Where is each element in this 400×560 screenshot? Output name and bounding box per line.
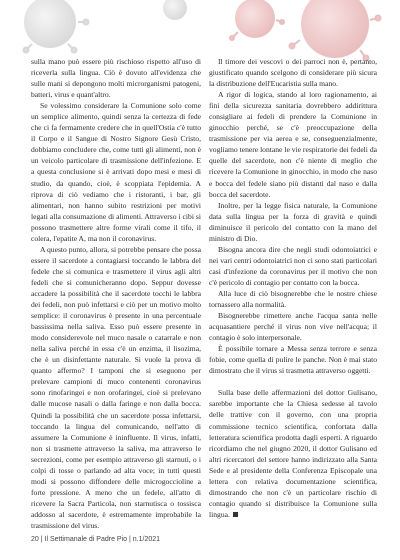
publication-name: Il Settimanale di Padre Pio <box>44 536 128 543</box>
paragraph: A questo punto, allora, si potrebbe pensare che possa essere il sacerdote a contagiarsi toccando le labbra del fedele che si comunica e trasmettere il virus agli altri fedeli che si comunicheranno dopo. Seppur dovesse accadere la possibilità che il sacerdote tocchi le labbra dei fedeli, non può infettarsi e ciò per un motivo molto semplice: il coronavirus è presente in una percentuale bassissima nella saliva. Esso può essere presente in modo considerevole nel muco nasale o catarrale e non nella saliva perché in essa c'è un enzima, il lisozima, che è un disinfettante naturale. Si vuole la prova di quanto affermo? I tamponi che si eseguono per prelevare campioni di muco contenenti coronavirus sono rinofaringei e non orofaringei, cioè si prelevano dalle mucose nasali o dalla faringe e non dalla bocca. Quindi la possibilità che un sacerdote possa infettarsi, toccando la lingua del comunicando, nell'atto di assumere la Comunione è ininfluente. Il virus, infatti, non si trasmette attraverso la saliva, ma attraverso le secrezioni, come per esempio attraverso gli starnuti, o i colpi di tosse o parlando ad alta voce; in tutti questi modi si possono diffondere delle microgoccioline a forte pressione. A meno che un fedele, all'atto di ricevere la Sacra Particola, non starnutisca o tossisca addosso al sacerdote, è estremamente improbabile la trasmissione del virus. <box>31 244 201 530</box>
paragraph: Il timore dei vescovi o dei parroci non è, pertanto, giustificato quando scelgono di considerare più sicura la distribuzione dell'Eucaristia sulla mano. <box>209 57 377 89</box>
paragraph: Inoltre, per la legge fisica naturale, la Comunione data sulla lingua per la forza di gravità e quindi diminuisce il pericolo del contatto con la mano del ministro di Dio. <box>209 200 377 243</box>
paragraph: A rigor di logica, stando al loro ragionamento, ai fini della sicurezza sanitaria dovrebbero addirittura consigliare ai fedeli di prendere la Comunione in ginocchio perché, se c'è preoccupazione della trasmissione per via aerea e se, conseguenzialmente, vogliamo tenere lontane le vie respiratorie dei fedeli da quelle del sacerdote, non c'è niente di meglio che ricevere la Comunione in ginocchio, in modo che naso e bocca del fedele siano più distanti dal naso e dalla bocca del sacerdote. <box>209 90 377 199</box>
article-right-column <box>209 56 377 520</box>
end-of-article-square-icon <box>233 512 238 517</box>
page-footer <box>31 536 160 543</box>
page-number: 20 <box>31 536 39 543</box>
paragraph: Bisogna ancora dire che negli studi odontoiatrici e nei vari centri odontoiatrici non ci sono stati particolari casi d'infezione da coronavirus per il motivo che non c'è pericolo di contagio per contatto con la bocca. <box>209 244 377 287</box>
paragraph: Bisognerebbe rimettere anche l'acqua santa nelle acquasantiere perché il virus non vive nell'acqua; il contagio è solo interpersonale. <box>209 311 377 343</box>
footer-separator: | <box>128 536 131 543</box>
paragraph: Alla luce di ciò bisognerebbe che le nostre chiese tornassero alla normalità. <box>209 288 377 310</box>
paragraph-final-text: Sulla base delle affermazioni del dottor Gulisano, sarebbe importante che la Chiesa sedesse al tavolo delle trattive con il governo, con una propria commissione tecnico scientifica, confortata dalla letteratura scientifica prodotta dagli esperti. A riguardo ricordiamo che nel giugno 2020, il dottor Gulisano ed altri ricercatori del settore hanno indirizzato alla Santa Sede e al presidente della Conferenza Episcopale una lettera con relativa documentazione scientifica, dimostrando che non c'è un particolare rischio di contagio quando si distribuisce la Comunione sulla lingua. <box>209 388 377 519</box>
paragraph: È possibile tornare a Messa senza terrore e senza fobie, come quella di pulire le panche. Non è mai stato dimostrato che il virus si trasmetta attraverso oggetti. <box>209 344 377 376</box>
paragraph: Se volessimo considerare la Comunione solo come un semplice alimento, quindi senza la certezza di fede che ci fa fermamente credere che in quell'Ostia c'è tutto il Corpo e il Sangue di Nostro Signore Gesù Cristo, dobbiamo concludere che, come tutti gli alimenti, non è un veicolo particolare di trasmissione dell'infezione. E a questa conclusione si è arrivati dopo mesi e mesi di studio, da quando, cioè, è scoppiata l'epidemia. A riprova di ciò vediamo che i ristoranti, i bar, gli alimentari, non hanno subito restrizioni per motivi legati alla consumazione di alimenti. Attraverso i cibi si possono trasmettere altre forme virali come il tifo, il colera, l'epatite A, ma non il coronavirus. <box>31 101 201 243</box>
paragraph: sulla mano può essere più rischioso rispetto all'uso di riceverla sulla lingua. Ciò è dovuto all'evidenza che sulle mani si depongono molti microrganismi patogeni, batteri, virus e quant'altro. <box>31 57 201 100</box>
paragraph-final <box>209 387 377 520</box>
article-left-column <box>31 56 201 531</box>
footer-separator: | <box>40 536 43 543</box>
issue-number: n.1/2021 <box>132 536 161 543</box>
